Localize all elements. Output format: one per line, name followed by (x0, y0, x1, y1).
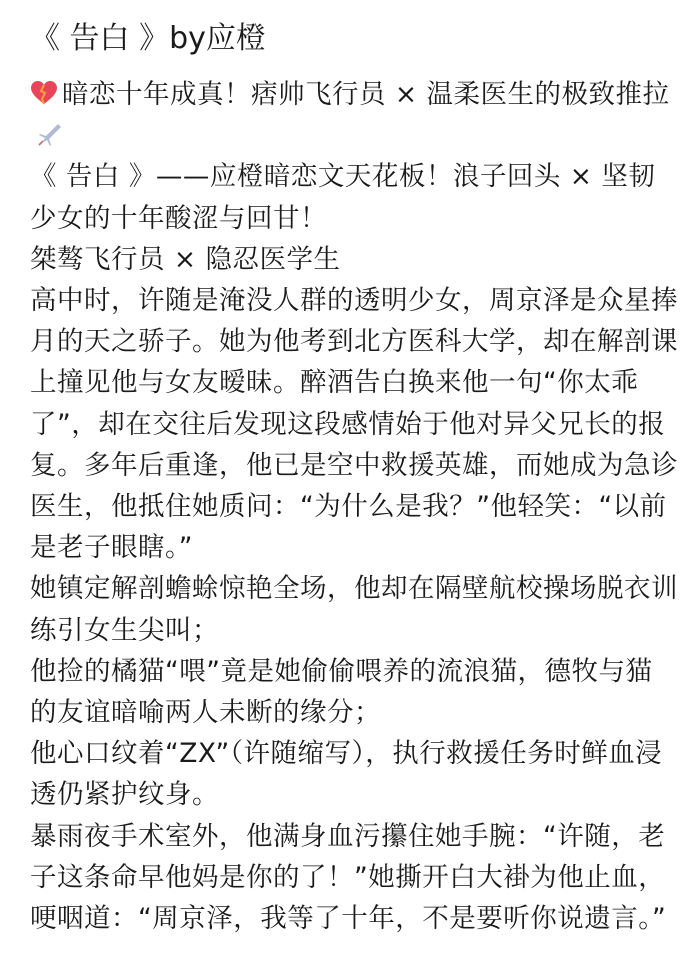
headline (30, 74, 678, 156)
post-title: 《 告白 》by应橙 (30, 21, 266, 56)
airplane-icon (36, 118, 62, 144)
paragraph-intro: 《 告白 》——应橙暗恋文天花板！浪子回头 × 坚韧少女的十年酸涩与回甘！ (30, 161, 656, 234)
paragraph-highlight-1: 她镇定解剖蟾蜍惊艳全场，他却在隔壁航校操场脱衣训练引女生尖叫； (30, 573, 678, 646)
paragraph-synopsis: 高中时，许随是淹没人群的透明少女，周京泽是众星捧月的天之骄子。她为他考到北方医科大学，却在解剖课上撞见他与女友暧昧。醉酒告白换来他一句“你太乖了”，却在交往后发现这段感情始于他对异父兄长的报复。多年后重逢，他已是空中救援英雄，而她成为急诊医生，他抵住她质问：“为什么是我？”他轻笑：“以前是老子眼瞎。” (30, 285, 678, 564)
post-body (30, 74, 678, 939)
paragraph-tagline: 桀骜飞行员 × 隐忍医学生 (30, 243, 341, 275)
headline-text: 暗恋十年成真！痞帅飞行员 × 温柔医生的极致推拉 (62, 79, 670, 110)
paragraph-climax: 暴雨夜手术室外，他满身血污攥住她手腕：“许随，老子这条命早他妈是你的了！”她撕开白大褂为他止血，哽咽道：“周京泽，我等了十年，不是要听你说遗言。” (30, 820, 667, 935)
paragraph-highlight-3: 他心口纹着“ZX”（许随缩写），执行救援任务时鲜血浸透仍紧护纹身。 (30, 738, 663, 811)
paragraph-highlight-2: 他捡的橘猫“喂”竟是她偷偷喂养的流浪猫，德牧与猫的友谊暗喻两人未断的缘分； (30, 655, 653, 729)
broken-heart-icon (30, 77, 58, 103)
